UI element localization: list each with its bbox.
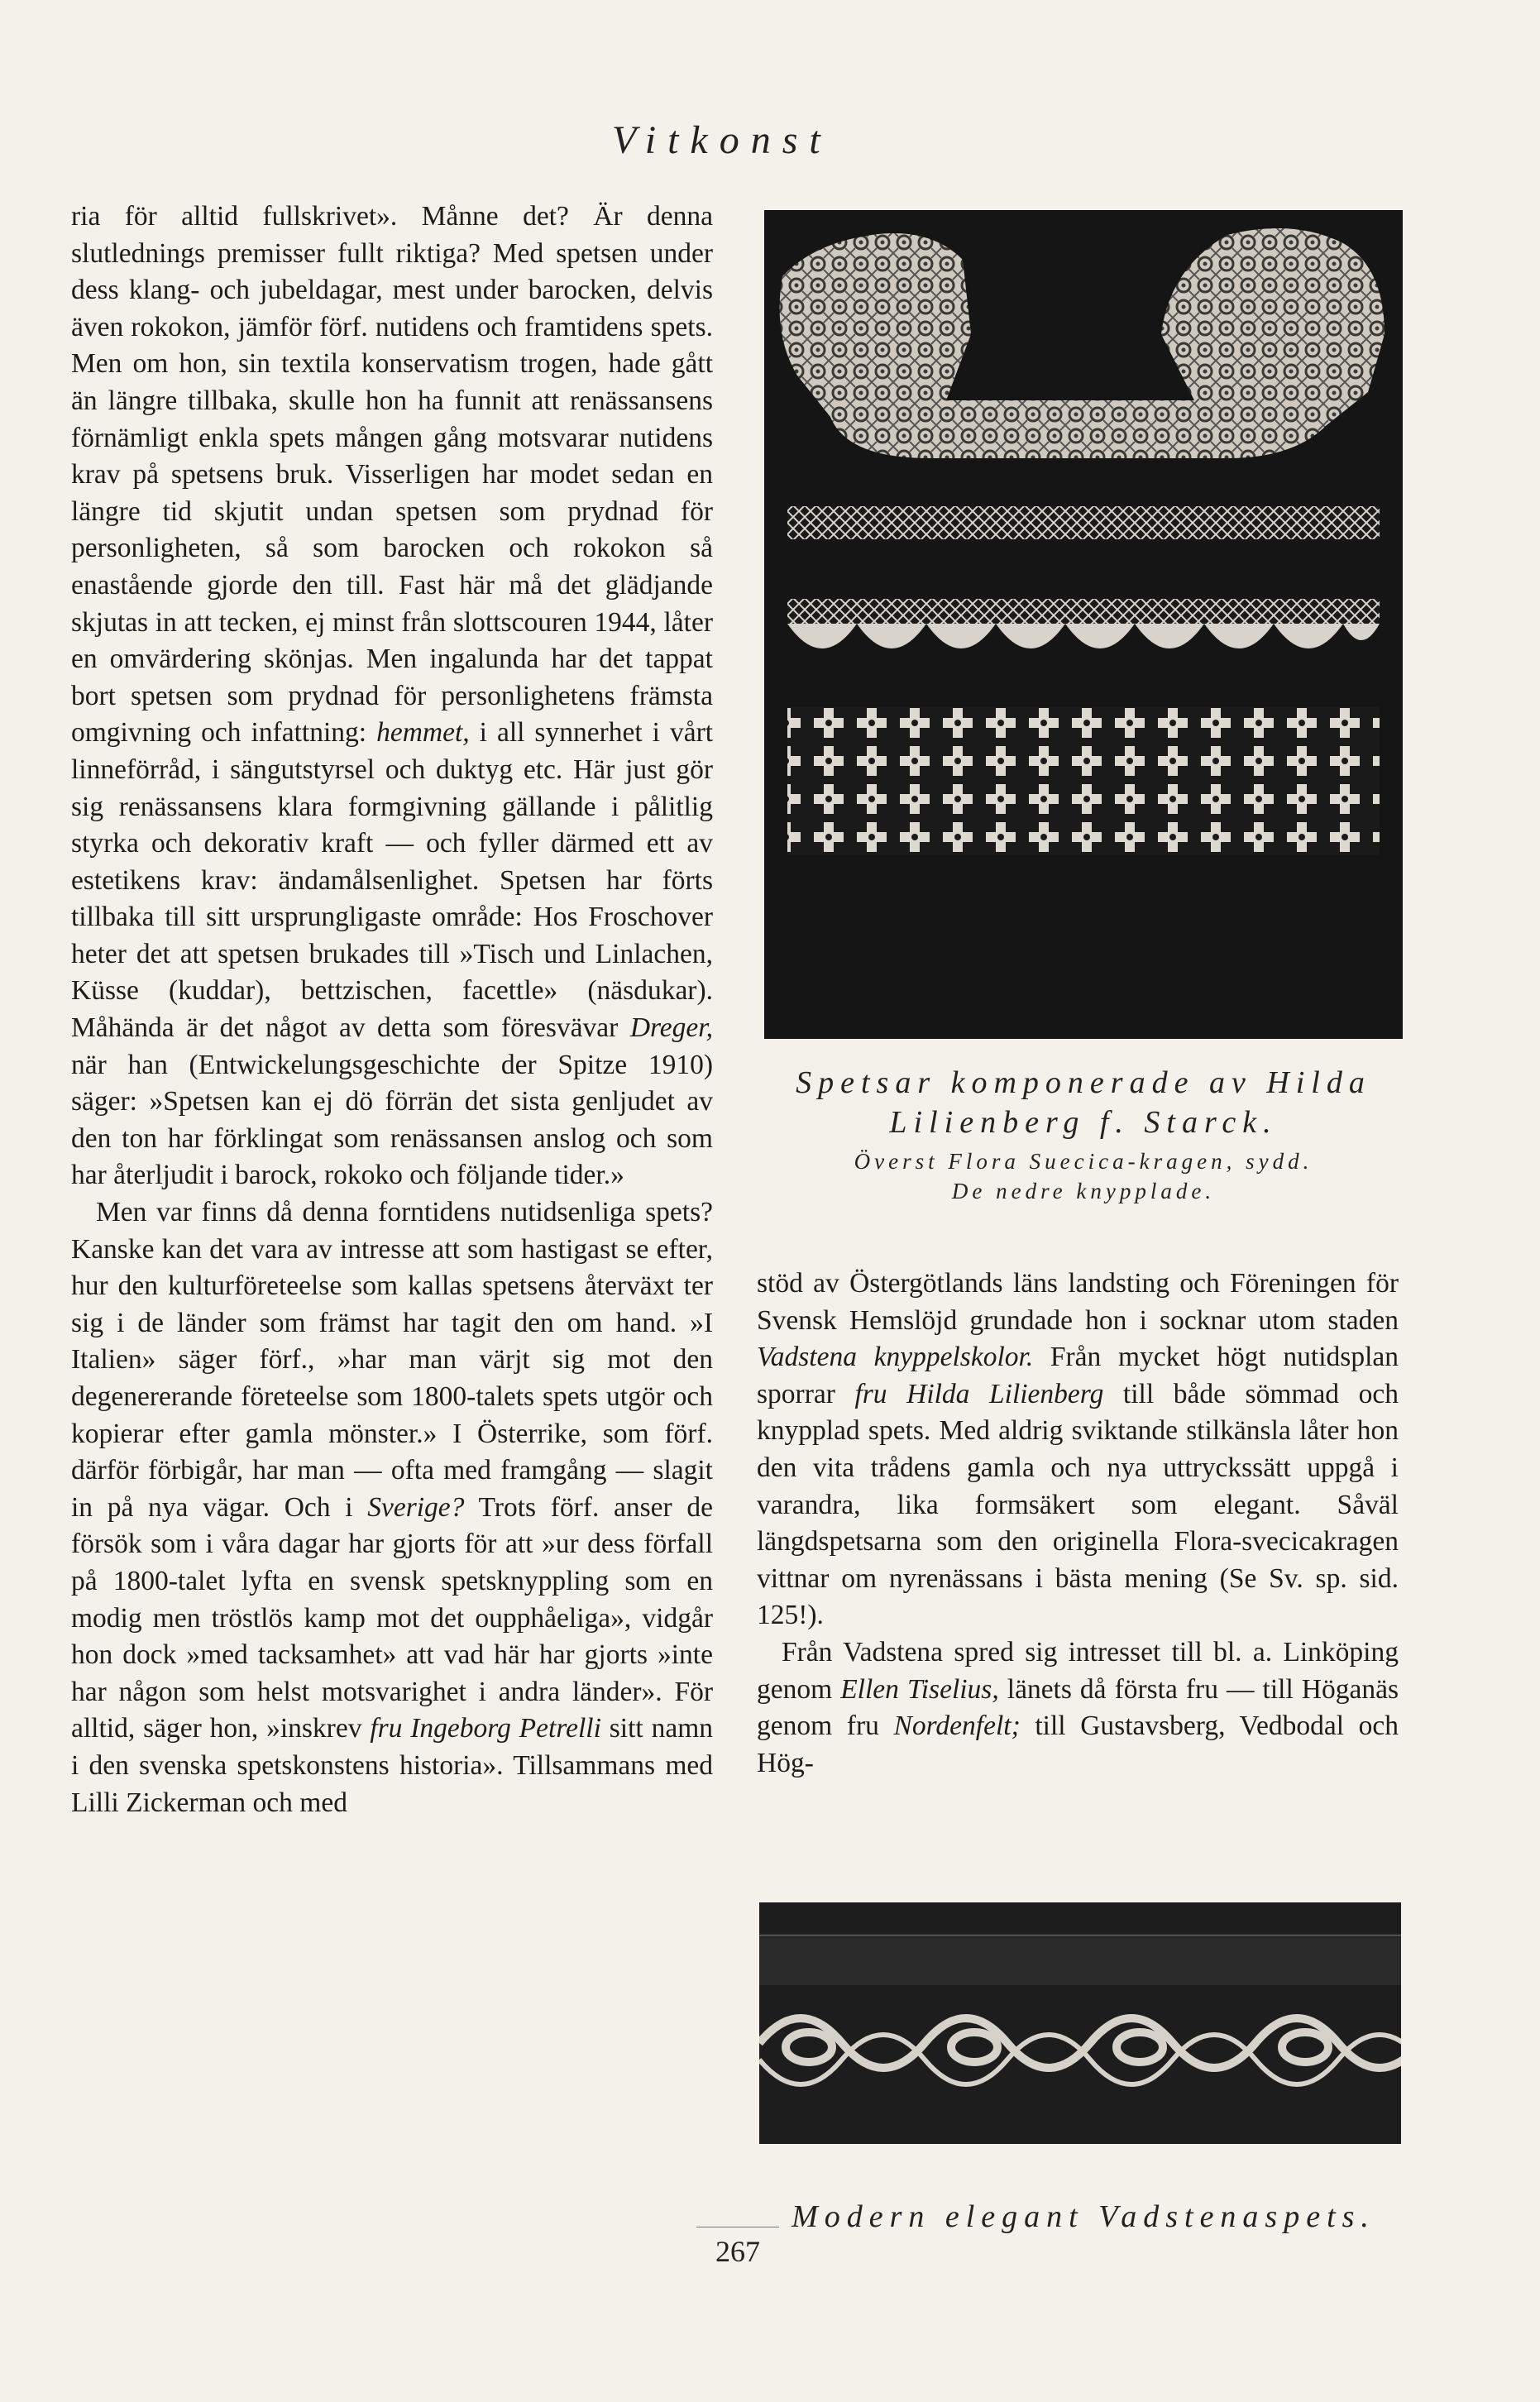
page-number: 267 xyxy=(696,2227,779,2269)
emphasis-sverige: Sverige? xyxy=(367,1491,465,1523)
figure-2-caption: Modern elegant Vadstenaspets. xyxy=(792,2199,1375,2234)
right-column xyxy=(757,1266,1399,1782)
lace-scallop-edge xyxy=(787,624,1380,648)
emphasis-dreger: Dreger, xyxy=(629,1012,713,1044)
emphasis-tiselius: Ellen Tiselius, xyxy=(840,1673,999,1705)
figure-1-caption: Spetsar komponerade av Hilda Lilienberg f. Starck. xyxy=(796,1065,1371,1140)
lace-collar-photo xyxy=(764,210,1403,1039)
paragraph-1: ria för alltid fullskrivet». Månne det? Är denna slutlednings premisser fullt riktiga? Med spetsen under dess klang- och jubeldagar, mest under barocken, delvis även rokokon, jämför förf. nutidens och framtidens spets. Men om hon, sin textila konservatism trogen, hade gått än längre tillbaka, skulle hon ha funnit att renässansens förnämligt enkla spets mången gång motsvarar nutidens krav på spetsens bruk. Visserligen har modet sedan en längre tid skjutit undan spetsen som prydnad för personligheten, så som barocken och rokokon så enastående gjorde den till. Fast här må det glädjande skjutas in att tecken, ej minst från slottscouren 1944, låter en omvärdering skönjas. Men ingalunda har det tappat bort spetsen som prydnad för personlighetens främsta omgivning och infattning: hemmet, i all synnerhet i vårt linneförråd, i sängutstyrsel och duktyg etc. Här just gör sig renässansens klara formgivning gällande i pålitlig styrka och dekorativ kraft — och fyller därmed ett av estetikens krav: ändamålsenlighet. Spetsen har förts tillbaka till sitt ursprungligaste område: Hos Froschover heter det att spetsen brukades till »Tisch und Linlachen, Küsse (kuddar), bettzischen, facettle» (näsdukar). Måhända är det något av detta som föresvävar Dreger, när han (Entwickelungsgeschichte der Spitze 1910) säger: »Spetsen kan ej dö förrän det sista genljudet av den ton har förklingat som renässansen anslog och som har återljudit i barock, rokoko och följande tider.» xyxy=(71,201,714,1191)
paragraph-4: Från Vadstena spred sig intresset till bl. a. Linköping genom Ellen Tiselius, länets då första fru — till Höganäs genom fru Nordenfelt; till Gustavsberg, Vedbodal och Hög- xyxy=(757,1636,1399,1778)
lace-border-3 xyxy=(787,706,1380,855)
figure-1-subcaption: Överst Flora Suecica-kragen, sydd. De nedre knypplade. xyxy=(854,1149,1313,1203)
left-column xyxy=(71,199,713,1821)
lace-collar-shape xyxy=(780,228,1385,458)
emphasis-vadstena: Vadstena knyppelskolor. xyxy=(757,1342,1034,1373)
vadstena-lace-photo xyxy=(759,1902,1401,2144)
running-head: Vitkonst xyxy=(612,118,832,162)
paragraph-3: stöd av Östergötlands läns landsting och Föreningen för Svensk Hemslöjd grundade hon i socknar utom staden Vadstena knyppelskolor. Från mycket högt nutidsplan sporrar fru Hilda Lilienberg till både sömmad och knypplad spets. Med aldrig sviktande stilkänsla låter hon den vita trådens gamla och nya uttryckssätt uppgå i varandra, lika formsäkert som elegant. Såväl längdspetsarna som den originella Flora-svecicakragen vittnar om nyrenässans i bästa mening (Se Sv. sp. sid. 125!). xyxy=(757,1268,1399,1631)
emphasis-nordenfelt: Nordenfelt; xyxy=(893,1711,1021,1742)
emphasis-hemmet: hemmet, xyxy=(376,717,470,749)
lace-border-1 xyxy=(787,506,1380,539)
lace-collar-illustration xyxy=(764,210,1403,1039)
lace-border-2 xyxy=(787,599,1380,624)
paragraph-2: Men var finns då denna forntidens nutidsenliga spets? Kanske kan det vara av intresse att som hastigast se efter, hur den kulturföreteelse som kallas spetsens återväxt ter sig i de länder som främst har tagit den om hand. »I Italien» säger förf., »har man värjt sig mot den degenererande företeelse som 1800-talets spets utgör och kopierar efter gamla mönster.» I Österrike, som förf. därför förbigår, har man — ofta med framgång — slagit in på nya vägar. Och i Sverige? Trots förf. anser de försök som i våra dagar har gjorts för att »ur dess förfall på 1800-talet lyfta en svensk spetsknyppling som en modig men tröstlös kamp mot det oupphåeliga», vidgår hon dock »med tacksamhet» att vad här har gjorts »inte har någon som helst motsvarighet i andra länder». För alltid, säger hon, »inskrev fru Ingeborg Petrelli sitt namn i den svenska spetskonstens historia». Tillsammans med Lilli Zickerman och med xyxy=(71,1197,714,1818)
emphasis-lilienberg: fru Hilda Lilienberg xyxy=(854,1378,1104,1409)
emphasis-petrelli: fru Ingeborg Petrelli xyxy=(370,1713,601,1744)
vadstena-lace-illustration xyxy=(759,1902,1401,2144)
